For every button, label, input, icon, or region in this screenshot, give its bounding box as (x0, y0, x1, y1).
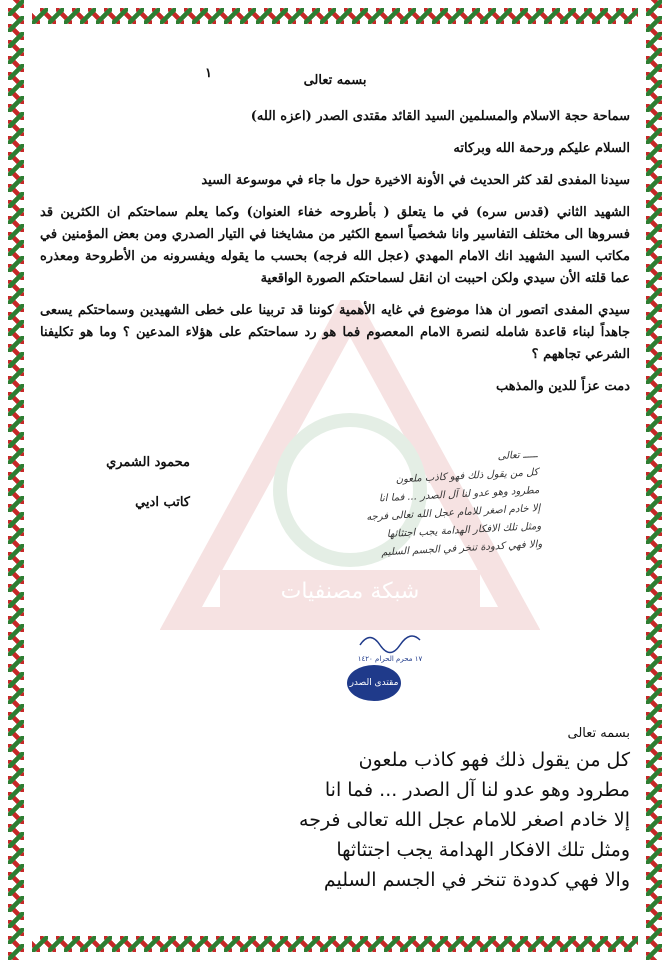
letter-paragraph-3: سيدي المفدى اتصور ان هذا موضوع في غايه الأهمية كوننا قد تربينا على خطى الشهيدين وسماحتكم يسعى جاهداً لبناء قاعدة شامله لنصرة الامام المعصوم فما هو رد سماحتكم على هؤلاء المدعين ؟ وما هو تكليفنا الشرعي تجاههم ؟ (40, 303, 630, 362)
signature-scribble (355, 625, 425, 665)
decorative-border-right (638, 0, 670, 960)
letter-closing: دمت عزاً للدين والمذهب (495, 379, 630, 394)
transcription-line: إلا خادم اصغر للامام عجل الله تعالى فرجه (299, 809, 630, 831)
letter-basmala: بسمه تعالى (303, 73, 367, 88)
handwritten-line: والا فهي كدودة تنخر في الجسم السليم (380, 538, 543, 559)
handwritten-line: ومثل تلك الافكار الهدامة يجب اجتثاثها (386, 520, 542, 541)
transcription-line: والا فهي كدودة تنخر في الجسم السليم (323, 869, 630, 891)
watermark-text: شبكة مصنفيات (280, 579, 420, 604)
decorative-border-left (0, 0, 32, 960)
letter-addressee: سماحة حجة الاسلام والمسلمين السيد القائد مقتدى الصدر (اعزه الله) (250, 109, 630, 124)
handwritten-line: إلا خادم اصغر للامام عجل الله تعالى فرجه (366, 502, 541, 524)
handwritten-line: مطرود وهو عدو لنا آل الصدر ... فما انا (378, 485, 540, 505)
letter-body (40, 60, 630, 408)
decorative-border-top (0, 0, 670, 32)
handwritten-reply (307, 446, 542, 566)
page-number: ١ (205, 66, 212, 81)
handwritten-line: كل من يقول ذلك فهو كاذب ملعون (395, 467, 539, 486)
handwritten-line: ـــــ تعالى (497, 449, 538, 463)
sender-name: محمود الشمري (106, 455, 190, 470)
sender-title: كاتب اديي (135, 495, 190, 510)
decorative-border-bottom (0, 928, 670, 960)
letter-paragraph-1: سيدنا المفدى لقد كثر الحديث في الأونة الاخيرة حول ما جاء في موسوعة السيد (201, 173, 630, 188)
transcription-line: ومثل تلك الافكار الهدامة يجب اجتثاثها (336, 839, 630, 861)
transcription-heading: بسمه تعالى (567, 726, 630, 741)
official-stamp: مقتدى الصدر (347, 665, 401, 701)
transcription-line: كل من يقول ذلك فهو كاذب ملعون (358, 749, 630, 771)
typed-transcription (40, 726, 630, 895)
letter-greeting: السلام عليكم ورحمة الله وبركاته (453, 141, 630, 156)
transcription-line: مطرود وهو عدو لنا آل الصدر ... فما انا (324, 779, 630, 801)
signature-date: ١٧ محرم الحرام ١٤٢٠ (357, 655, 423, 663)
letter-paragraph-2: الشهيد الثاني (قدس سره) في ما يتعلق ( بأطروحه خفاء العنوان) وكما يعلم سماحتكم ان الكثرين قد فسروها الى مختلف التفاسير وانا شخصياً اسمع الكثير من مشايخنا في التيار الصدري ومن بعض المؤمنين في مكاتب السيد الشهيد انك الامام المهدي (عجل الله فرجه) بحسب ما يقوله ويفسرونه من الأطروحة ومعذره عما قلته الأن سيدي ولكن احببت ان انقل لسماحتكم الصورة الواقعية (40, 205, 630, 286)
